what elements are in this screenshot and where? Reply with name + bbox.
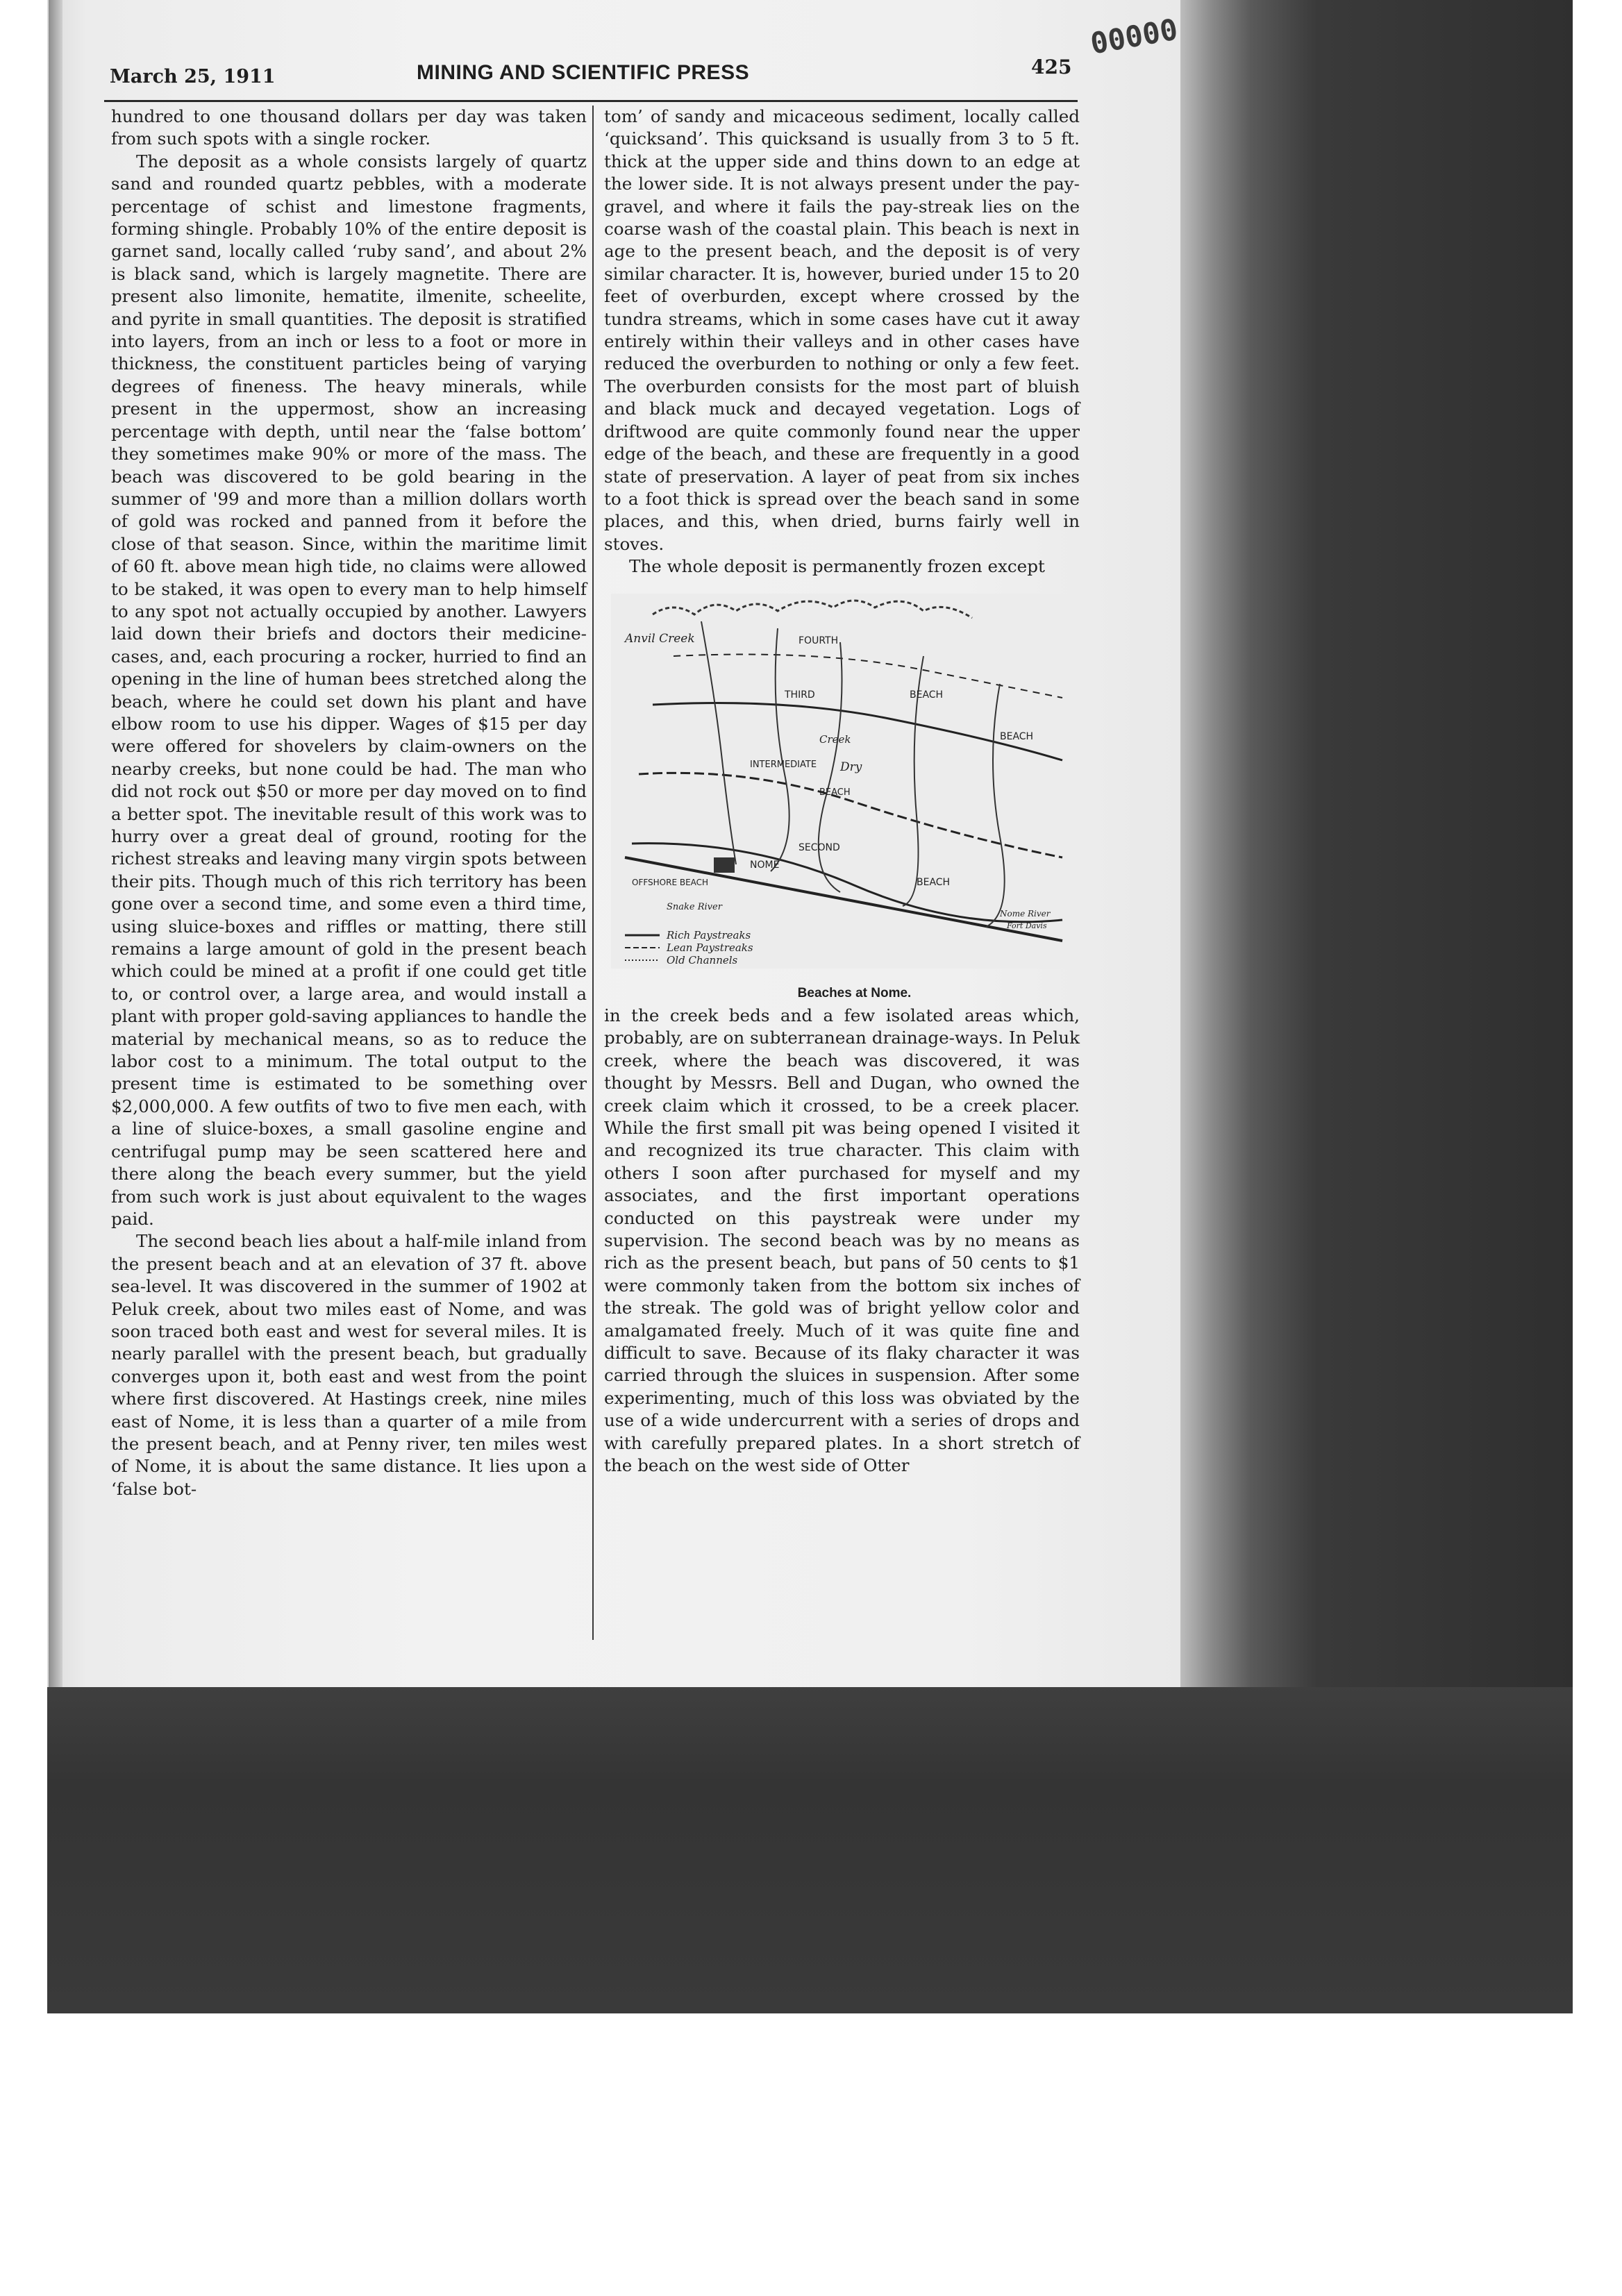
town-marker — [714, 857, 735, 873]
header-rule — [104, 100, 1078, 102]
paragraph: hundred to one thousand dollars per day was taken from such spots with a single rocker. — [111, 106, 587, 149]
page-left-edge — [49, 0, 62, 1687]
map-label: Creek — [819, 732, 851, 746]
article-page — [104, 12, 1187, 1639]
map-label: THIRD — [785, 689, 815, 701]
column-divider — [592, 106, 594, 1640]
right-column — [604, 106, 1080, 1477]
paragraph: The deposit as a whole consists largely of quartz sand and rounded quartz pebbles, with a moderate percentage of schist and limestone fragments, forming shingle. Probably 10% of the entire deposit is garnet sand, locally called ‘ruby sand’, and about 2% is black sand, which is largely magnetite. There are present also limonite, hematite, ilmenite, scheelite, and pyrite in small quantities. The deposit is stratified into layers, from an inch or less to a foot or more in thickness, the constituent particles being of varying degrees of fineness. The heavy minerals, while present in the uppermost, show an increasing percentage with depth, until near the ‘false bottom’ they sometimes make 90% or more of the mass. The beach was discovered to be gold bearing in the summer of '99 and more than a million dollars worth of gold was rocked and panned from it before the close of that season. Since, within the maritime limit of 60 ft. above mean high tide, no claims were allowed to be staked, it was open to every man to help himself to any spot not actually occupied by another. Lawyers laid down their briefs and doctors their medicine-cases, and, each procuring a rocker, hurried to find an opening in the line of human bees stretched along the beach, where he could set down his plant and have elbow room to use his dipper. Wages of $15 per day were offered for shovelers by claim-owners on the nearby creeks, but none could be had. The man who did not rock out $50 or more per day moved on to find a better spot. The inevitable result of this work was to hurry over a great deal of ground, rooting for the richest streaks and leaving many virgin spots between their pits. Though much of this rich territory has been gone over a second time, and some even a third time, using sluice-boxes and riffles or matting, there still remains a large amount of gold in the present beach which could be mined at a profit if one could get title to, or control over, a large area, and would install a plant with proper gold-saving appliances to handle the material by mechanical means, so as to reduce the labor cost to a minimum. The total output to the present time is estimated to be something over $2,000,000. A few outfits of two to five men each, with a line of sluice-boxes, a small gasoline engine and centrifugal pump may be seen scattered here and there along the beach every summer, but the yield from such work is just about equivalent to the wages paid. — [111, 151, 587, 1229]
map-label: SECOND — [799, 841, 840, 853]
legend-entry: Rich Paystreaks — [667, 928, 751, 941]
map-label: Snake River — [667, 901, 722, 912]
map-label: Dry — [840, 760, 862, 774]
map-label: OFFSHORE BEACH — [632, 877, 709, 887]
beaches-map — [611, 594, 1076, 969]
paragraph: The whole deposit is permanently frozen except — [629, 556, 1045, 577]
scanner-bed — [47, 1687, 1573, 2013]
page-shadow — [1180, 0, 1573, 1691]
legend-entry: Lean Paystreaks — [667, 941, 753, 954]
map-label: NOME — [750, 859, 780, 871]
map-label: Anvil Creek — [625, 631, 695, 646]
map-label: BEACH — [917, 876, 951, 888]
map-label: Nome River — [1000, 908, 1051, 919]
map-label: BEACH — [819, 787, 851, 798]
figure-caption: Beaches at Nome. — [797, 985, 912, 1000]
archive-stamp: 00000 — [1087, 12, 1180, 61]
map-label: FOURTH — [799, 635, 839, 646]
map-label: INTERMEDIATE — [750, 759, 817, 770]
paragraph: tom’ of sandy and micaceous sediment, locally called ‘quicksand’. This quicksand is usually from 3 to 5 ft. thick at the upper side and thins down to an edge at the lower side. It is not always present under the pay-gravel, and where it fails the pay-streak lies on the coarse wash of the coastal plain. This beach is next in age to the present beach, and the deposit is of very similar character. It is, however, buried under 15 to 20 feet of overburden, except where crossed by the tundra streams, which in some cases have cut it away entirely within their valleys and in other cases have reduced the overburden to nothing or only a few feet. The overburden consists for the most part of bluish and black muck and decayed vegetation. Logs of driftwood are quite commonly found near the upper edge of the beach, and these are frequently in a good state of preservation. A layer of peat from six inches to a foot thick is spread over the beach sand in some places, and this, when dried, burns fairly well in stoves. — [604, 106, 1080, 554]
map-label: BEACH — [910, 689, 944, 701]
paragraph: The second beach lies about a half-mile inland from the present beach and at an elevation of 37 ft. above sea-level. It was discovered in the summer of 1902 at Peluk creek, about two miles east of Nome, and was soon traced both east and west for several miles. It is nearly parallel with the present beach, but gradually converges upon it, both east and west from the point where first discovered. At Hastings creek, nine miles east of Nome, it is less than a quarter of a mile from the present beach, and at Penny river, ten miles west of Nome, it is about the same distance. It lies upon a ‘false bot- — [111, 1231, 587, 1499]
map-label: Fort Davis — [1007, 921, 1047, 930]
paragraph: in the creek beds and a few isolated areas which, probably, are on subterranean drainage-ways. In Peluk creek, where the beach was discovered, it was thought by Messrs. Bell and Dugan, who owned the creek claim which it crossed, to be a creek placer. While the first small pit was being opened I visited it and recognized its true character. This claim with others I soon after purchased for myself and my associates, and the first important operations conducted on this paystreak were under my supervision. The second beach was by no means as rich as the present beach, but pans of 50 cents to $1 were commonly taken from the bottom six inches of the streak. The gold was of bright yellow color and amalgamated freely. Much of it was quite fine and difficult to save. Because of its flaky character it was carried through the sluices in suspension. After some experimenting, much of this loss was obviated by the use of a wide undercurrent with a series of drops and with carefully prepared plates. In a short stretch of the beach on the west side of Otter — [604, 1005, 1080, 1476]
legend-entry: Old Channels — [667, 953, 738, 966]
journal-title: MINING AND SCIENTIFIC PRESS — [417, 61, 750, 84]
map-label: BEACH — [1000, 730, 1034, 742]
beaches-map-figure — [611, 594, 1076, 982]
page-number: 425 — [1031, 56, 1072, 78]
left-column — [111, 106, 587, 1500]
issue-date: March 25, 1911 — [110, 66, 276, 87]
